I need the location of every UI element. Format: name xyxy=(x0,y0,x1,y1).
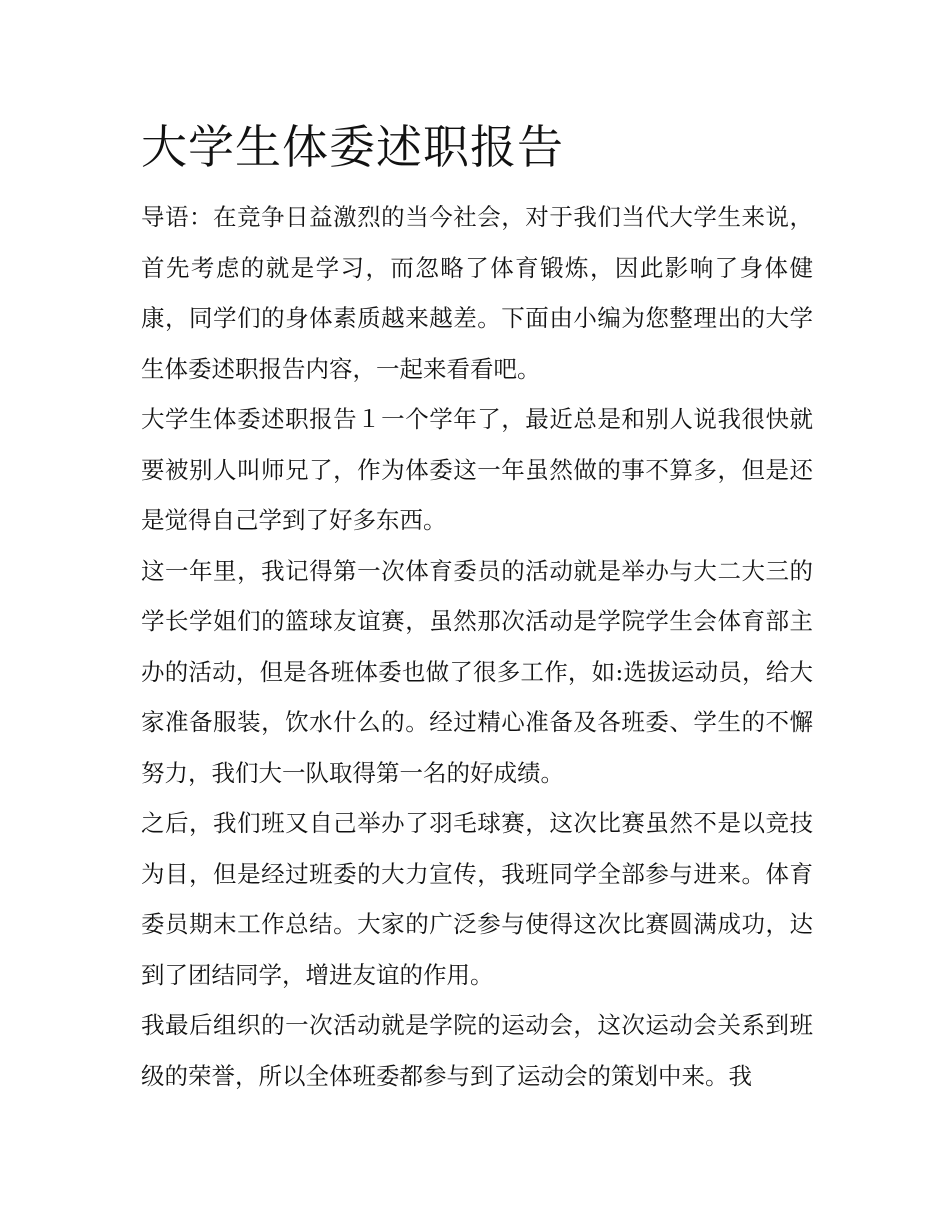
paragraph-sports-meeting: 我最后组织的一次活动就是学院的运动会，这次运动会关系到班级的荣誉，所以全体班委都参与到了运动会的策划中来。我 xyxy=(141,1011,813,1090)
paragraph-report-1-opening: 大学生体委述职报告１一个学年了，最近总是和别人说我很快就要被别人叫师兄了，作为体委这一年虽然做的事不算多，但是还是觉得自己学到了好多东西。 xyxy=(141,405,813,534)
paragraph-basketball-match: 这一年里，我记得第一次体育委员的活动就是举办与大二大三的学长学姐们的篮球友谊赛，虽然那次活动是学院学生会体育部主办的活动，但是各班体委也做了很多工作，如:选拔运动员，给大家准备服装，饮水什么的。经过精心准备及各班委、学生的不懈努力，我们大一队取得第一名的好成绩。 xyxy=(141,556,813,787)
paragraph-intro: 导语：在竞争日益激烈的当今社会，对于我们当代大学生来说，首先考虑的就是学习，而忽略了体育锻炼，因此影响了身体健康，同学们的身体素质越来越差。下面由小编为您整理出的大学生体委述职报告内容，一起来看看吧。 xyxy=(141,203,813,383)
document-title: 大学生体委述职报告 xyxy=(141,120,564,174)
paragraph-badminton-match: 之后，我们班又自己举办了羽毛球赛，这次比赛虽然不是以竞技为目，但是经过班委的大力宣传，我班同学全部参与进来。体育委员期末工作总结。大家的广泛参与使得这次比赛圆满成功，达到了团结同学，增进友谊的作用。 xyxy=(141,809,813,989)
document-page xyxy=(141,112,813,1101)
